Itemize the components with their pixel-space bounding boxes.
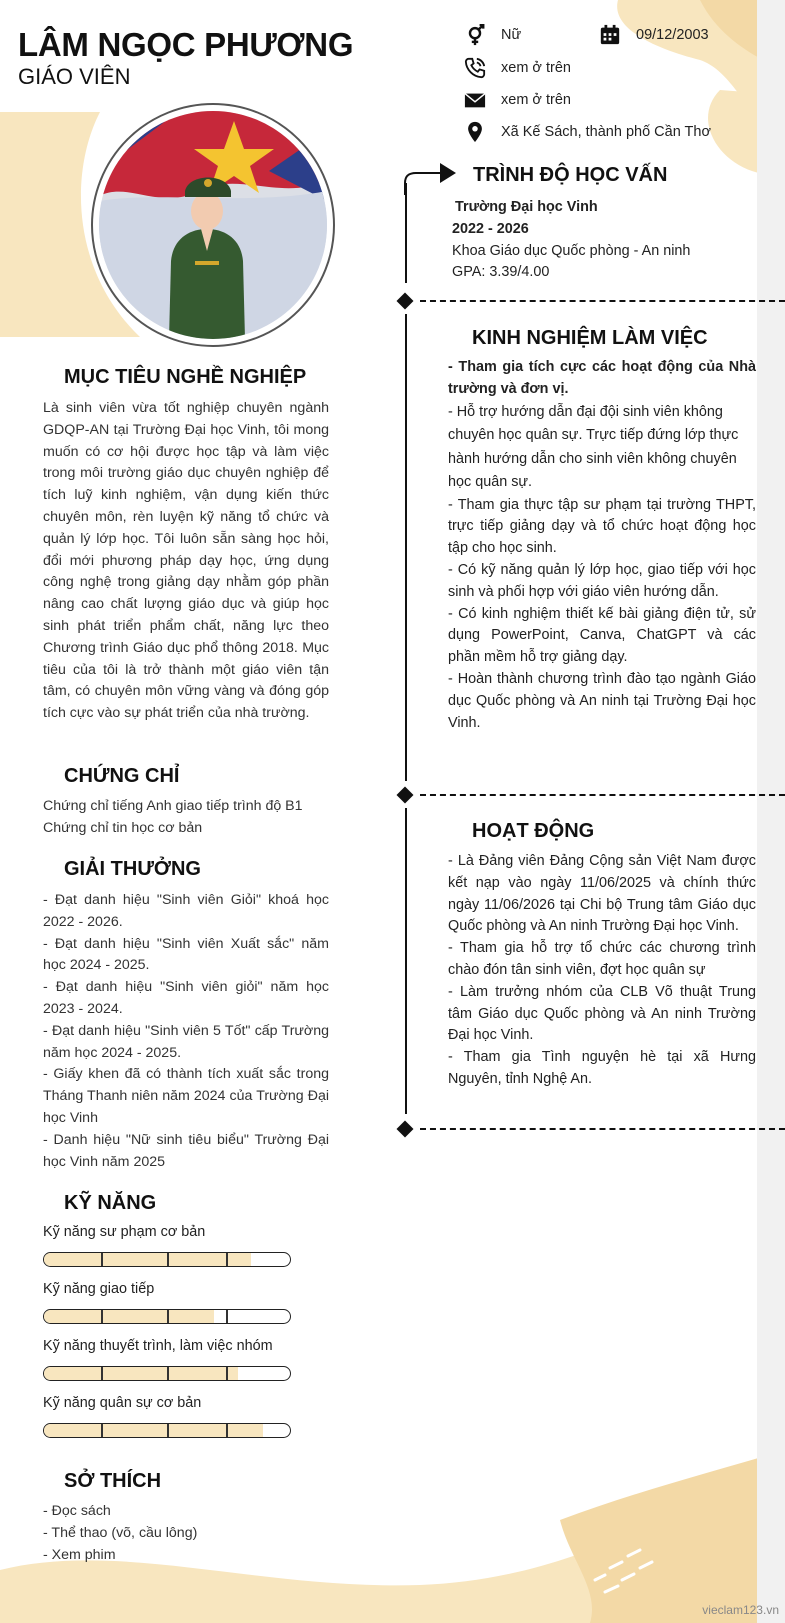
hobby-item: - Đọc sách [43,1503,111,1519]
skill-bar-tick [226,1424,228,1437]
timeline-line [405,808,407,1114]
activity-item: - Là Đảng viên Đảng Cộng sản Việt Nam được kết nạp vào ngày 11/06/2025 và chính thức ngày 11/06/2026 tại Chi bộ Trung tâm Giáo dục Quốc phòng và An ninh Trường Đại học Vinh. [448,853,756,935]
education-school: Trường Đại học Vinh [455,199,598,215]
gender-value: Nữ [501,27,522,43]
gender-row [463,23,521,47]
skill-bar-fill [44,1367,238,1380]
skill-bar-fill [44,1253,251,1266]
envelope-icon [463,88,487,112]
activities-list [448,851,756,1091]
skill-bar-fill [44,1310,214,1323]
activities-title: HOẠT ĐỘNG [472,820,595,842]
skill-bar-tick [167,1253,169,1266]
phone-row [463,56,571,80]
skills-title: KỸ NĂNG [64,1192,157,1214]
candidate-role: GIÁO VIÊN [18,64,131,89]
skill-label: Kỹ năng quân sự cơ bản [43,1395,202,1411]
award-item: - Đạt danh hiệu "Sinh viên Xuất sắc" năm học 2024 - 2025. [43,935,329,974]
experience-item: - Tham gia thực tập sư phạm tại trường THPT, trực tiếp giảng dạy và tổ chức hoạt động học tập cho học sinh. [448,496,756,557]
timeline-line [405,314,407,781]
calendar-icon [598,23,622,47]
skill-bar-tick [226,1310,228,1323]
experience-list [448,357,756,734]
skill-bar-tick [101,1253,103,1266]
education-faculty: Khoa Giáo dục Quốc phòng - An ninh [452,242,691,259]
skill-bar-fill [44,1424,263,1437]
certificate-item: Chứng chỉ tiếng Anh giao tiếp trình độ B1 [43,798,303,814]
skill-label: Kỹ năng giao tiếp [43,1281,155,1297]
skill-bar-tick [167,1310,169,1323]
skill-bar-tick [101,1310,103,1323]
site-watermark: vieclam123.vn [702,1603,779,1617]
birthdate-row [598,23,709,47]
certificate-item: Chứng chỉ tin học cơ bản [43,819,203,836]
location-pin-icon [463,120,487,144]
skill-bar [43,1309,291,1324]
birthdate-value: 09/12/2003 [636,27,709,43]
award-item: - Đạt danh hiệu "Sinh viên Giỏi" khoá học 2022 - 2026. [43,892,329,930]
skill-bar-tick [226,1367,228,1380]
timeline-line [405,183,407,283]
section-divider [420,794,785,796]
address-row [463,120,711,144]
hobbies-title: SỞ THÍCH [64,1470,162,1492]
skill-bar-tick [167,1367,169,1380]
section-divider [420,1128,785,1130]
skill-bar-tick [101,1367,103,1380]
education-years: 2022 - 2026 [452,220,529,237]
activity-item: - Tham gia Tình nguyện hè tại xã Hưng Nguyên, tỉnh Nghệ An. [448,1049,756,1087]
experience-item: - Hoàn thành chương trình đào tạo ngành Giáo dục Quốc phòng và An ninh tại Trường Đại học Vinh. [448,670,756,731]
skill-bar-tick [101,1424,103,1437]
candidate-name: LÂM NGỌC PHƯƠNG [18,26,354,63]
skill-bar-tick [226,1253,228,1266]
awards-title: GIẢI THƯỞNG [64,858,201,880]
skill-bar-tick [167,1424,169,1437]
activity-item: - Làm trưởng nhóm của CLB Võ thuật Trung tâm Giáo dục Quốc phòng và An ninh Trường Đại học Vinh. [448,983,756,1044]
address-value: Xã Kế Sách, thành phố Cần Thơ [501,124,711,140]
hobby-item: - Thể thao (võ, cầu lông) [43,1524,198,1541]
section-divider [420,300,785,302]
education-gpa: GPA: 3.39/4.00 [452,264,550,281]
gender-icon [463,23,487,47]
phone-value: xem ở trên [501,60,571,76]
objective-text: Là sinh viên vừa tốt nghiệp chuyên ngành GDQP-AN tại Trường Đại học Vinh, tôi mong muốn có cơ hội được học tập và làm việc trong môi trường giáo dục chuyên nghiệp để tích luỹ kinh nghiệm, vận dụng kiến thức chuyên môn, rèn luyện kỹ năng tổ chức và quản lý lớp học. Tôi luôn sẵn sàng học hỏi, đổi mới phương pháp dạy học, ứng dụng công nghệ trong giảng dạy nhằm góp phần nâng cao chất lượng giáo dục và giúp học sinh phát triển phẩm chất, năng lực theo Chương trình Giáo dục phổ thông 2018. Mục tiêu của tôi là trở thành một giáo viên tận tâm, có chuyên môn vững vàng và đóng góp tích cực vào sự phát triển của nhà trường. [43,400,329,722]
profile-photo [99,111,327,339]
experience-title: KINH NGHIỆM LÀM VIỆC [472,327,708,349]
experience-item: - Có kỹ năng quản lý lớp học, giao tiếp với học sinh và phối hợp với giáo viên hướng dẫn. [448,561,756,600]
phone-icon [463,56,487,80]
skill-bar [43,1366,291,1381]
certificates-title: CHỨNG CHỈ [64,765,180,787]
activity-item: - Tham gia hỗ trợ tổ chức các chương trình chào đón tân sinh viên, đợt học quân sự [448,940,756,978]
experience-item: - Có kinh nghiệm thiết kế bài giảng điện tử, sử dụng PowerPoint, Canva, ChatGPT và các phần mềm hỗ trợ giảng dạy. [448,605,756,666]
hobbies-list [43,1501,333,1566]
award-item: - Giấy khen đã có thành tích xuất sắc trong Tháng Thanh niên năm 2024 của Trường Đại học Vinh [43,1066,329,1126]
skill-bar [43,1423,291,1438]
award-item: - Đạt danh hiệu "Sinh viên giỏi" năm học 2023 - 2024. [43,979,329,1017]
award-item: - Danh hiệu "Nữ sinh tiêu biểu" Trường Đại học Vinh năm 2025 [43,1131,329,1170]
certificates-list [43,796,333,840]
hobby-item: - Xem phim [43,1546,116,1563]
experience-lead: - Tham gia tích cực các hoạt động của Nhà trường và đơn vị. [448,359,756,397]
experience-item: - Hỗ trợ hướng dẫn đại đội sinh viên không chuyên học quân sự. Trực tiếp đứng lớp thực hành hướng dẫn cho sinh viên không chuyên học quân sự. [448,403,739,491]
timeline-arrow-icon [400,155,470,195]
awards-list [43,890,329,1173]
education-title: TRÌNH ĐỘ HỌC VẤN [473,164,668,186]
award-item: - Đạt danh hiệu "Sinh viên 5 Tốt" cấp Trường năm học 2024 - 2025. [43,1022,329,1061]
skill-label: Kỹ năng sư phạm cơ bản [43,1224,206,1240]
skill-bar [43,1252,291,1267]
email-row [463,88,571,112]
skill-label: Kỹ năng thuyết trình, làm việc nhóm [43,1338,273,1354]
education-block [452,197,762,284]
email-value: xem ở trên [501,92,571,108]
objective-title: MỤC TIÊU NGHỀ NGHIỆP [64,366,307,388]
